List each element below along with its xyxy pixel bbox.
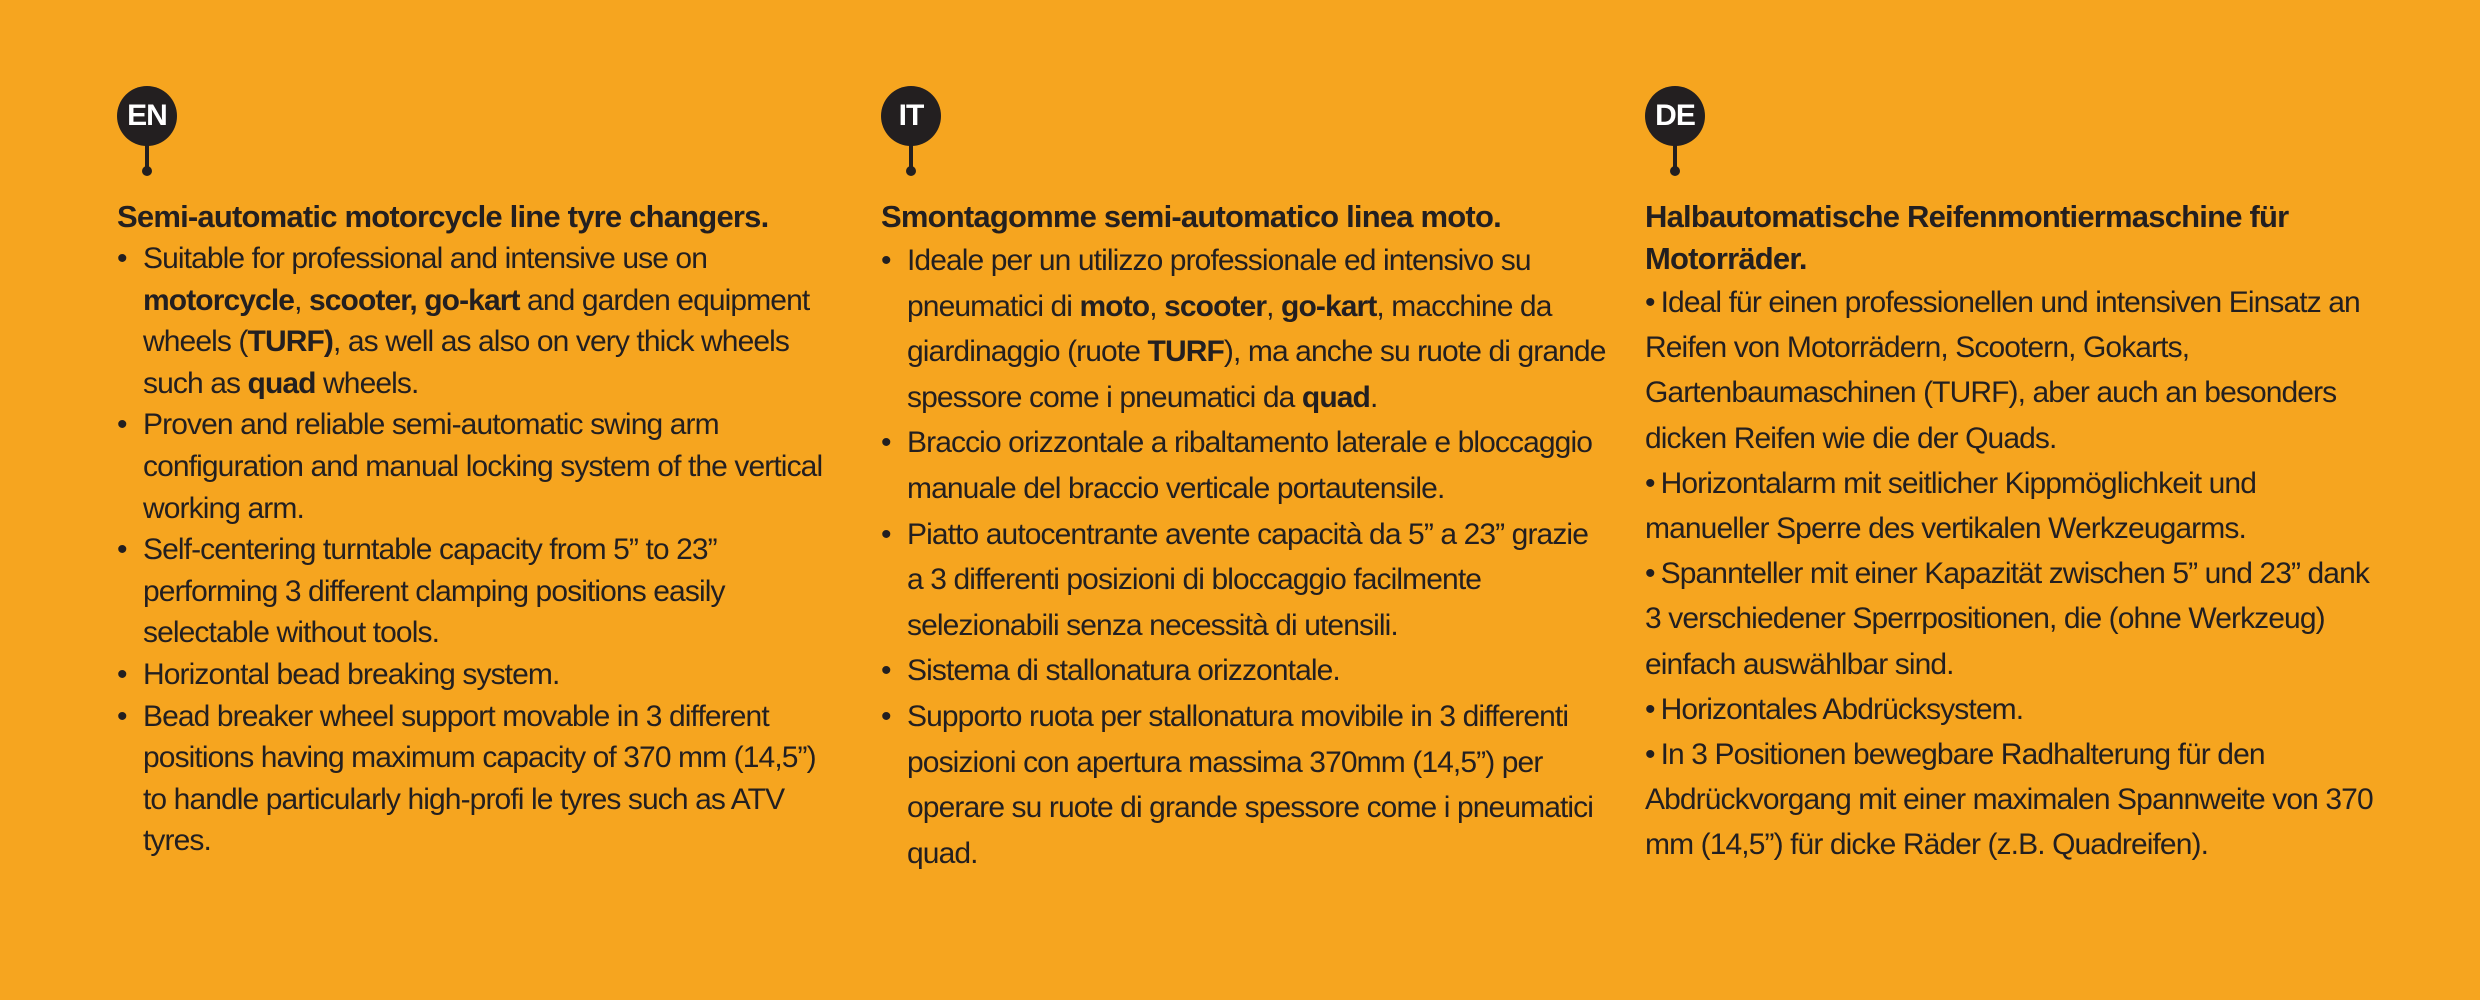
feature-text-bold: motorcycle bbox=[143, 283, 295, 317]
feature-text: Suitable for professional and intensive use on bbox=[143, 242, 707, 275]
feature-item-en bbox=[117, 238, 842, 404]
feature-text-bold: scooter, go-kart bbox=[308, 283, 520, 317]
language-badge-it: IT bbox=[881, 86, 941, 146]
section-title-de: Halbautomatische Reifenmontiermaschine für Motorräder. bbox=[1645, 199, 2289, 276]
language-marker-it bbox=[881, 86, 941, 176]
feature-item-en bbox=[117, 529, 842, 654]
bullet-dot: • bbox=[117, 657, 127, 691]
feature-list-it bbox=[881, 238, 1611, 876]
feature-text: , bbox=[294, 283, 309, 317]
feature-text: Supporto ruota per stallonatura movibile in 3 differenti posizioni con apertura massima 370mm (14,5”) per operare su ruote di grande spessore come i pneumatici quad. bbox=[907, 699, 1594, 870]
feature-text: , bbox=[1266, 289, 1282, 323]
feature-text: Proven and reliable semi-automatic swing arm configuration and manual locking system of the vertical working arm. bbox=[143, 408, 823, 525]
feature-item-it bbox=[881, 238, 1611, 420]
feature-text: Horizontalarm mit seitlicher Kippmöglichkeit und manueller Sperre des vertikalen Werkzeugarms. bbox=[1645, 466, 2256, 546]
feature-text-bold: TURF) bbox=[247, 325, 333, 359]
bullet-dot: • bbox=[1645, 738, 1655, 772]
marker-dot bbox=[142, 166, 152, 176]
section-title-en: Semi-automatic motorcycle line tyre changers. bbox=[117, 199, 769, 234]
feature-text: Spannteller mit einer Kapazität zwischen 5” und 23” dank 3 verschiedener Sperrpositionen, die (ohne Werkzeug) einfach auswählbar sind. bbox=[1645, 557, 2369, 681]
bullet-dot: • bbox=[881, 654, 891, 688]
feature-list-de bbox=[1645, 280, 2385, 868]
feature-text-bold: quad bbox=[1301, 380, 1370, 414]
column-de bbox=[1645, 86, 2385, 868]
feature-text: , macchine da giardinaggio (ruote bbox=[907, 289, 1552, 369]
bullet-dot: • bbox=[881, 517, 891, 551]
feature-text: Self-centering turntable capacity from 5” to 23” performing 3 different clamping positions easily selectable without tools. bbox=[143, 533, 725, 650]
feature-text: wheels. bbox=[315, 366, 419, 400]
feature-item-en bbox=[117, 654, 842, 696]
feature-text: ), ma anche su ruote di grande spessore come i pneumatici da bbox=[907, 335, 1606, 414]
section-title-it: Smontagomme semi-automatico linea moto. bbox=[881, 199, 1501, 234]
feature-text: Piatto autocentrante avente capacità da 5” a 23” grazie a 3 differenti posizioni di bloccaggio facilmente selezionabili senza necessità di utensili. bbox=[907, 517, 1588, 642]
feature-text: . bbox=[1369, 380, 1378, 414]
bullet-dot: • bbox=[1645, 466, 1655, 500]
feature-text-bold: moto bbox=[1079, 289, 1150, 323]
column-it bbox=[881, 86, 1611, 876]
language-badge-de: DE bbox=[1645, 86, 1705, 146]
feature-text-bold: go-kart bbox=[1281, 289, 1377, 323]
marker-dot bbox=[1670, 166, 1680, 176]
feature-item-it bbox=[881, 512, 1611, 649]
column-en bbox=[117, 86, 842, 862]
language-marker-en bbox=[117, 86, 177, 176]
feature-text: In 3 Positionen bewegbare Radhalterung für den Abdrückvorgang mit einer maximalen Spannweite von 370 mm (14,5”) für dicke Räder (z.B. Quadreifen). bbox=[1645, 738, 2373, 862]
bullet-dot: • bbox=[1645, 557, 1655, 591]
feature-text: Ideal für einen professionellen und intensiven Einsatz an Reifen von Motorrädern, Scootern, Gokarts, Gartenbaumaschinen (TURF), aber auch an besonders dicken Reifen wie die der Quads. bbox=[1645, 286, 2360, 455]
feature-text: , bbox=[1149, 289, 1165, 323]
feature-item-de bbox=[1645, 732, 2385, 868]
feature-item-de bbox=[1645, 687, 2385, 732]
feature-list-en bbox=[117, 238, 842, 862]
feature-text: Horizontales Abdrücksystem. bbox=[1660, 692, 2024, 726]
bullet-dot: • bbox=[1645, 692, 1655, 726]
marker-dot bbox=[906, 166, 916, 176]
bullet-dot: • bbox=[881, 426, 891, 460]
feature-text-bold: scooter bbox=[1164, 289, 1267, 323]
bullet-dot: • bbox=[1645, 286, 1655, 319]
feature-item-it bbox=[881, 648, 1611, 694]
feature-item-de bbox=[1645, 280, 2385, 461]
feature-item-en bbox=[117, 404, 842, 529]
feature-item-it bbox=[881, 420, 1611, 511]
bullet-dot: • bbox=[117, 242, 127, 275]
language-marker-de bbox=[1645, 86, 1705, 176]
feature-item-de bbox=[1645, 461, 2385, 551]
bullet-dot: • bbox=[881, 699, 891, 733]
bullet-dot: • bbox=[117, 533, 127, 567]
feature-text: and garden equipment wheels ( bbox=[143, 283, 810, 359]
feature-text: Bead breaker wheel support movable in 3 different positions having maximum capacity of 370 mm (14,5”) to handle particularly high-profi le tyres such as ATV tyres. bbox=[143, 699, 816, 858]
language-badge-en: EN bbox=[117, 86, 177, 146]
bullet-dot: • bbox=[117, 699, 127, 733]
bullet-dot: • bbox=[117, 408, 127, 442]
feature-item-it bbox=[881, 694, 1611, 876]
feature-item-en bbox=[117, 696, 842, 862]
feature-item-de bbox=[1645, 551, 2385, 687]
feature-text: Ideale per un utilizzo professionale ed intensivo su pneumatici di bbox=[907, 244, 1531, 323]
feature-text-bold: TURF bbox=[1147, 335, 1224, 369]
bullet-dot: • bbox=[881, 244, 891, 277]
feature-text: Sistema di stallonatura orizzontale. bbox=[907, 654, 1340, 688]
feature-text: Braccio orizzontale a ribaltamento laterale e bloccaggio manuale del braccio verticale portautensile. bbox=[907, 426, 1593, 505]
feature-text-bold: quad bbox=[247, 366, 316, 400]
feature-text: , as well as also on very thick wheels such as bbox=[143, 325, 790, 400]
feature-text: Horizontal bead breaking system. bbox=[143, 657, 560, 691]
